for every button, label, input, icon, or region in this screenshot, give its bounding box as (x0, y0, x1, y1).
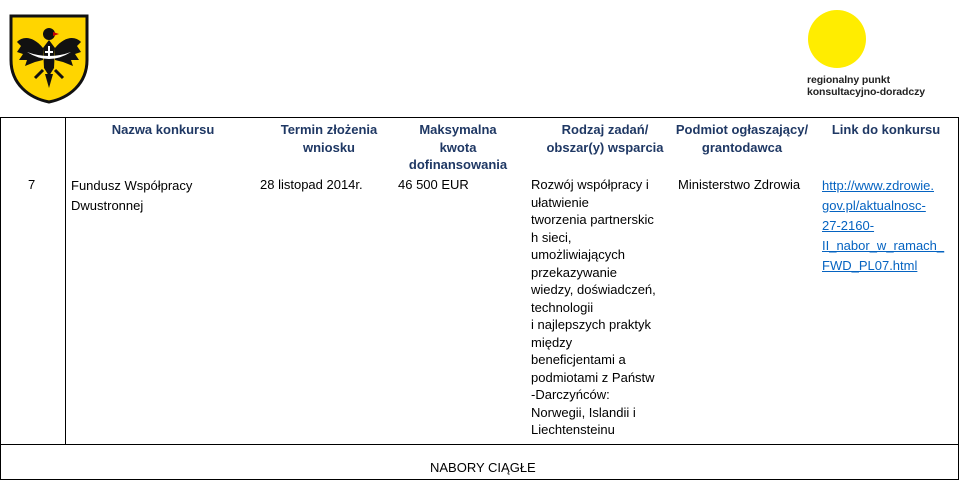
task-line: Rozwój współpracy i (531, 177, 649, 192)
header-amount: Maksymalna kwota dofinansowania (408, 122, 508, 172)
coat-of-arms-logo (7, 12, 91, 104)
row-deadline: 28 listopad 2014r. (260, 177, 363, 192)
task-line: wiedzy, doświadczeń, (531, 282, 656, 297)
row-name: Fundusz Współpracy Dwustronnej (71, 178, 193, 213)
task-line: przekazywanie (531, 264, 617, 280)
task-line: i najlepszych praktyk (531, 317, 651, 332)
header-deadline: Termin złożenia wniosku (280, 122, 378, 155)
row-entity: Ministerstwo Zdrowia (678, 177, 801, 192)
rpk-logo-text (807, 74, 925, 98)
header-name: Nazwa konkursu (111, 122, 215, 137)
task-line: umożliwiających (531, 247, 625, 262)
task-line: podmiotami z Państw (531, 369, 655, 385)
table-row-border (0, 444, 959, 445)
header-tasks: Rodzaj zadań/ obszar(y) wsparcia (546, 122, 664, 155)
link-line[interactable]: gov.pl/aktualnosc- (822, 198, 926, 213)
rpk-logo-line2: konsultacyjno-doradczy (807, 86, 925, 98)
table-bottom-border (0, 479, 959, 480)
row-link[interactable] (822, 176, 944, 276)
task-line: technologii (531, 299, 594, 315)
task-line: Norwegii, Islandii i (531, 404, 636, 420)
header-entity: Podmiot ogłaszający/ grantodawca (675, 122, 809, 155)
task-line: Liechtensteinu (531, 422, 615, 437)
link-line[interactable]: II_nabor_w_ramach_ (822, 238, 945, 253)
table-column-divider (65, 117, 66, 444)
rpk-logo (800, 6, 950, 102)
continuous-recruitment-label: NABORY CIĄGŁE (430, 460, 536, 475)
task-line: -Darczyńców: (531, 387, 610, 402)
link-line[interactable]: 27-2160- (822, 218, 875, 233)
task-line: tworzenia partnerskic (531, 212, 654, 227)
yellow-circle-icon (808, 10, 866, 68)
table-left-border (0, 117, 1, 480)
link-line[interactable]: FWD_PL07.html (822, 258, 918, 273)
task-line: między (531, 334, 573, 350)
task-line: ułatwienie (531, 194, 589, 210)
row-amount: 46 500 EUR (398, 177, 469, 192)
rpk-logo-line1: regionalny punkt (807, 74, 890, 86)
header-link: Link do konkursu (831, 122, 941, 137)
link-line[interactable]: http://www.zdrowie. (822, 178, 934, 193)
task-line: beneficjentami a (531, 352, 626, 367)
table-top-border (0, 117, 959, 118)
row-number: 7 (28, 177, 36, 192)
row-tasks (531, 176, 656, 439)
task-line: h sieci, (531, 229, 572, 245)
